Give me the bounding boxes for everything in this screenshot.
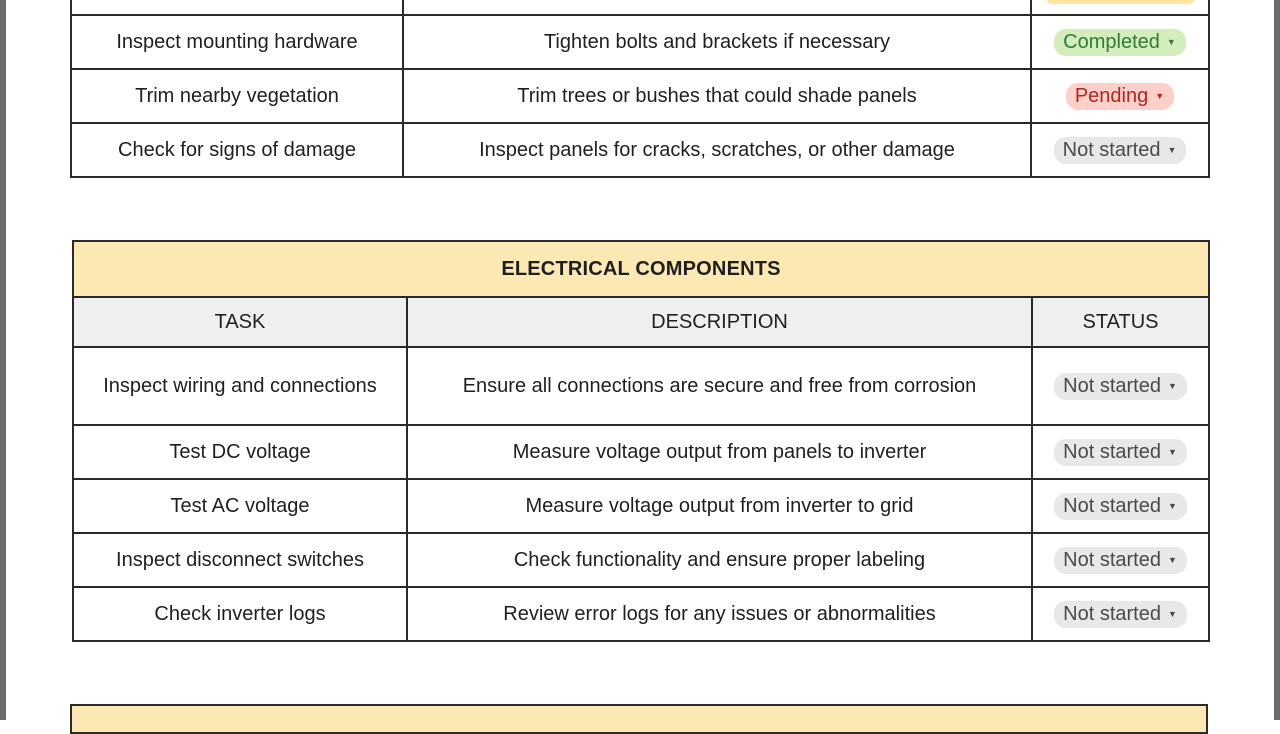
table-row (73, 479, 1209, 533)
status-cell (1032, 587, 1209, 641)
status-label: Not started (1063, 548, 1161, 571)
status-cell (1031, 0, 1209, 15)
description-cell (403, 0, 1031, 15)
dropdown-caret-icon: ▼ (1167, 381, 1177, 391)
status-label: Not started (1063, 375, 1161, 397)
status-label: Completed (1063, 30, 1160, 53)
status-dropdown[interactable] (1054, 439, 1187, 466)
status-cell (1031, 69, 1209, 123)
status-dropdown[interactable] (1054, 547, 1187, 574)
task-cell: Inspect mounting hardware (71, 15, 403, 69)
table-row (73, 347, 1209, 425)
column-header-status: STATUS (1032, 297, 1209, 347)
status-label: Not started (1063, 494, 1161, 517)
status-dropdown[interactable] (1054, 29, 1186, 56)
status-dropdown[interactable] (1054, 493, 1187, 520)
task-cell: Check for signs of damage (71, 123, 403, 177)
status-cell (1032, 479, 1209, 533)
task-cell: Check inverter logs (73, 587, 407, 641)
next-section-header (70, 704, 1208, 734)
page-edge-right (1274, 0, 1280, 720)
description-cell: Check functionality and ensure proper labeling (407, 533, 1032, 587)
task-cell: Inspect wiring and connections (73, 347, 407, 425)
description-cell: Measure voltage output from panels to inverter (407, 425, 1032, 479)
dropdown-caret-icon: ▼ (1167, 608, 1177, 619)
table-row (71, 123, 1209, 177)
dropdown-caret-icon: ▼ (1167, 446, 1177, 457)
status-label: Not started (1063, 440, 1161, 463)
status-cell (1031, 15, 1209, 69)
description-cell: Trim trees or bushes that could shade panels (403, 69, 1031, 123)
status-dropdown[interactable] (1054, 373, 1187, 400)
dropdown-caret-icon: ▼ (1167, 500, 1177, 511)
status-label: Not started (1063, 602, 1161, 625)
dropdown-caret-icon: ▼ (1167, 554, 1177, 565)
task-cell: Test DC voltage (73, 425, 407, 479)
status-label: Pending (1074, 84, 1149, 107)
task-cell: Test AC voltage (73, 479, 407, 533)
status-cell (1031, 123, 1209, 177)
description-cell: Tighten bolts and brackets if necessary (403, 15, 1031, 69)
description-cell: Ensure all connections are secure and free from corrosion (407, 347, 1032, 425)
column-header-description: DESCRIPTION (407, 297, 1032, 347)
status-cell (1032, 425, 1209, 479)
description-cell: Inspect panels for cracks, scratches, or other damage (403, 123, 1031, 177)
table-row (73, 533, 1209, 587)
status-dropdown[interactable] (1046, 0, 1195, 4)
table-row (71, 0, 1209, 15)
dropdown-caret-icon: ▼ (1155, 90, 1165, 101)
electrical-components-table (72, 240, 1210, 642)
cleaning-inspection-table (70, 0, 1210, 178)
table-row (71, 69, 1209, 123)
table-row (73, 425, 1209, 479)
table-row (73, 587, 1209, 641)
status-cell (1032, 347, 1209, 425)
status-dropdown[interactable] (1066, 83, 1174, 110)
task-cell: Inspect disconnect switches (73, 533, 407, 587)
description-cell: Measure voltage output from inverter to grid (407, 479, 1032, 533)
status-label: Not started (1062, 138, 1161, 161)
dropdown-caret-icon: ▼ (1167, 144, 1177, 155)
table-row (71, 15, 1209, 69)
status-cell (1032, 533, 1209, 587)
status-dropdown[interactable] (1054, 601, 1187, 628)
page-edge-left (0, 0, 6, 720)
task-cell (71, 0, 403, 15)
description-cell: Review error logs for any issues or abnormalities (407, 587, 1032, 641)
section-title: ELECTRICAL COMPONENTS (73, 241, 1209, 297)
dropdown-caret-icon: ▼ (1166, 36, 1176, 47)
column-header-task: TASK (73, 297, 407, 347)
task-cell: Trim nearby vegetation (71, 69, 403, 123)
status-dropdown[interactable] (1054, 137, 1187, 164)
